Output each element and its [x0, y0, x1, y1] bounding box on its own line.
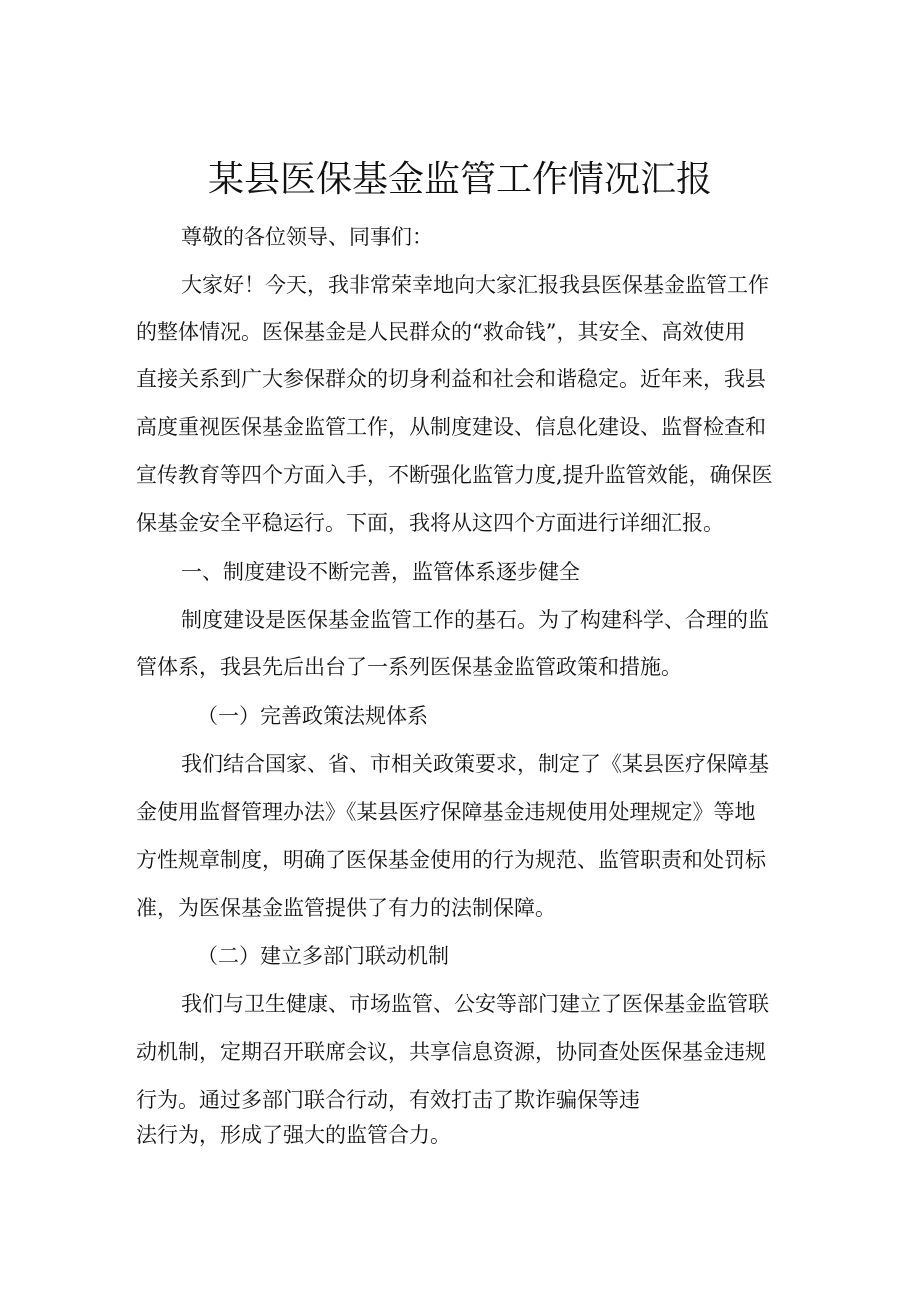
paragraph-line: 法行为，形成了强大的监管合力。: [136, 1123, 451, 1147]
subsection-heading: （一）完善政策法规体系: [197, 704, 428, 728]
paragraph-line: 我们结合国家、省、市相关政策要求，制定了《某县医疗保障基: [181, 752, 769, 776]
paragraph-line: 高度重视医保基金监管工作，从制度建设、信息化建设、监督检查和: [136, 415, 766, 439]
section-heading: 一、制度建设不断完善，监管体系逐步健全: [181, 560, 580, 584]
paragraph-line: 管体系，我县先后出台了一系列医保基金监管政策和措施。: [136, 655, 682, 679]
paragraph-line: 大家好！今天，我非常荣幸地向大家汇报我县医保基金监管工作: [181, 273, 769, 297]
paragraph-line: 方性规章制度，明确了医保基金使用的行为规范、监管职责和处罚标: [136, 848, 766, 872]
paragraph-line: 的整体情况。医保基金是人民群众的“救命钱”，其安全、高效使用: [136, 320, 746, 344]
subsection-heading: （二）建立多部门联动机制: [197, 944, 449, 968]
paragraph-line: 宣传教育等四个方面入手，不断强化监管力度,提升监管效能，确保医: [136, 463, 773, 487]
paragraph-line: 准，为医保基金监管提供了有力的法制保障。: [136, 896, 556, 920]
paragraph-line: 我们与卫生健康、市场监管、公安等部门建立了医保基金监管联: [181, 992, 769, 1016]
paragraph-line: 动机制，定期召开联席会议，共享信息资源，协同查处医保基金违规: [136, 1040, 766, 1064]
salutation: 尊敬的各位领导、同事们：: [181, 225, 433, 249]
paragraph-line: 行为。通过多部门联合行动，有效打击了欺诈骗保等违: [136, 1088, 640, 1112]
paragraph-line: 保基金安全平稳运行。下面，我将从这四个方面进行详细汇报。: [136, 511, 724, 535]
paragraph-line: 直接关系到广大参保群众的切身利益和社会和谐稳定。近年来，我县: [136, 367, 766, 391]
paragraph-line: 制度建设是医保基金监管工作的基石。为了构建科学、合理的监: [181, 608, 769, 632]
document-title: 某县医保基金监管工作情况汇报: [207, 159, 712, 200]
paragraph-line: 金使用监督管理办法》《某县医疗保障基金违规使用处理规定》等地: [136, 800, 756, 824]
